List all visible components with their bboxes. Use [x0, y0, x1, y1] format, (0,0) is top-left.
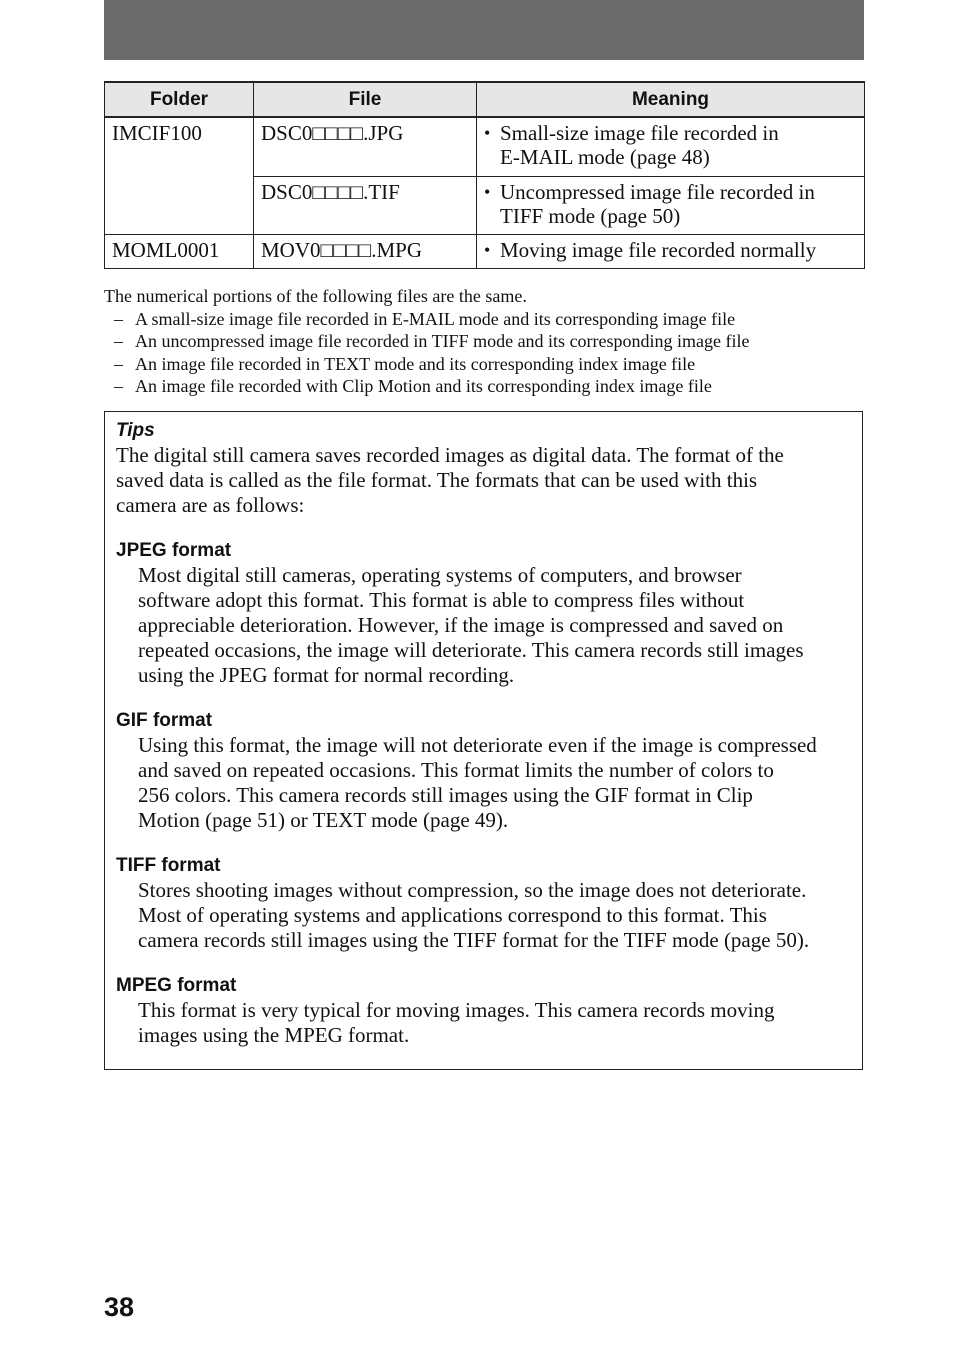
meaning-line: TIFF mode (page 50)	[500, 203, 681, 228]
tips-intro: The digital still camera saves recorded images as digital data. The format of the saved data is called as the file format. The formats that can be used with this camera are as follows:	[116, 443, 784, 517]
dash-icon: –	[114, 376, 123, 396]
section-body-jpeg: Most digital still cameras, operating systems of computers, and browser software adopt this format. This format is able to compress files without appreciable deterioration. However, if the image is compressed and saved on repeated occasions, the image will deteriorate. This camera records still images using the JPEG format for normal recording.	[138, 563, 804, 687]
header-meaning: Meaning	[477, 82, 865, 117]
note-item: – An uncompressed image file recorded in TIFF mode and its corresponding image file	[114, 331, 750, 351]
meaning-line: Moving image file recorded normally	[500, 237, 817, 262]
note-item: – A small-size image file recorded in E-MAIL mode and its corresponding image file	[114, 308, 736, 329]
section-body-mpeg: This format is very typical for moving images. This camera records moving images using the MPEG format.	[138, 998, 775, 1047]
bullet-icon: •	[484, 123, 491, 143]
file-table	[104, 81, 865, 269]
section-heading-tiff: TIFF format	[116, 855, 221, 876]
dash-icon: –	[114, 331, 123, 351]
header-folder: Folder	[105, 82, 254, 117]
file-cell: MOV0□□□□.MPG	[254, 234, 477, 268]
meaning-cell	[477, 176, 865, 234]
table-header-row	[105, 82, 865, 117]
section-heading-jpeg: JPEG format	[116, 540, 232, 561]
notes-intro: The numerical portions of the following files are the same.	[104, 286, 527, 306]
header-file: File	[254, 82, 477, 117]
meaning-cell	[477, 234, 865, 268]
meaning-line: E-MAIL mode (page 48)	[500, 145, 710, 169]
meaning-line: Small-size image file recorded in	[500, 121, 779, 145]
note-item: – An image file recorded with Clip Motion and its corresponding index image file	[114, 376, 712, 396]
folder-cell: IMCIF100	[105, 117, 254, 234]
section-body-tiff: Stores shooting images without compression, so the image does not deteriorate. Most of operating systems and applications correspond to this format. This camera records still images using the TIFF format for the TIFF mode (page 50).	[138, 878, 810, 952]
header-bar	[104, 0, 864, 60]
table-row	[105, 234, 865, 268]
page-number: 38	[104, 1292, 135, 1322]
dash-icon: –	[114, 353, 123, 374]
table-row	[105, 117, 865, 176]
section-heading-mpeg: MPEG format	[116, 975, 237, 996]
dash-icon: –	[114, 308, 123, 329]
bullet-icon: •	[484, 181, 491, 202]
note-item: – An image file recorded in TEXT mode and its corresponding index image file	[114, 353, 696, 374]
folder-cell: MOML0001	[105, 234, 254, 268]
file-cell: DSC0□□□□.TIF	[254, 176, 477, 234]
section-heading-gif: GIF format	[116, 710, 213, 731]
bullet-icon: •	[484, 239, 491, 260]
file-cell: DSC0□□□□.JPG	[254, 117, 477, 176]
tips-title: Tips	[116, 420, 155, 441]
notes	[104, 285, 864, 398]
section-body-gif: Using this format, the image will not deteriorate even if the image is compressed and saved on repeated occasions. This format limits the number of colors to 256 colors. This camera records still images using the GIF format in Clip Motion (page 51) or TEXT mode (page 49).	[138, 733, 817, 832]
tips-box	[104, 411, 863, 1070]
meaning-cell	[477, 117, 865, 176]
meaning-line: Uncompressed image file recorded in	[500, 179, 815, 204]
